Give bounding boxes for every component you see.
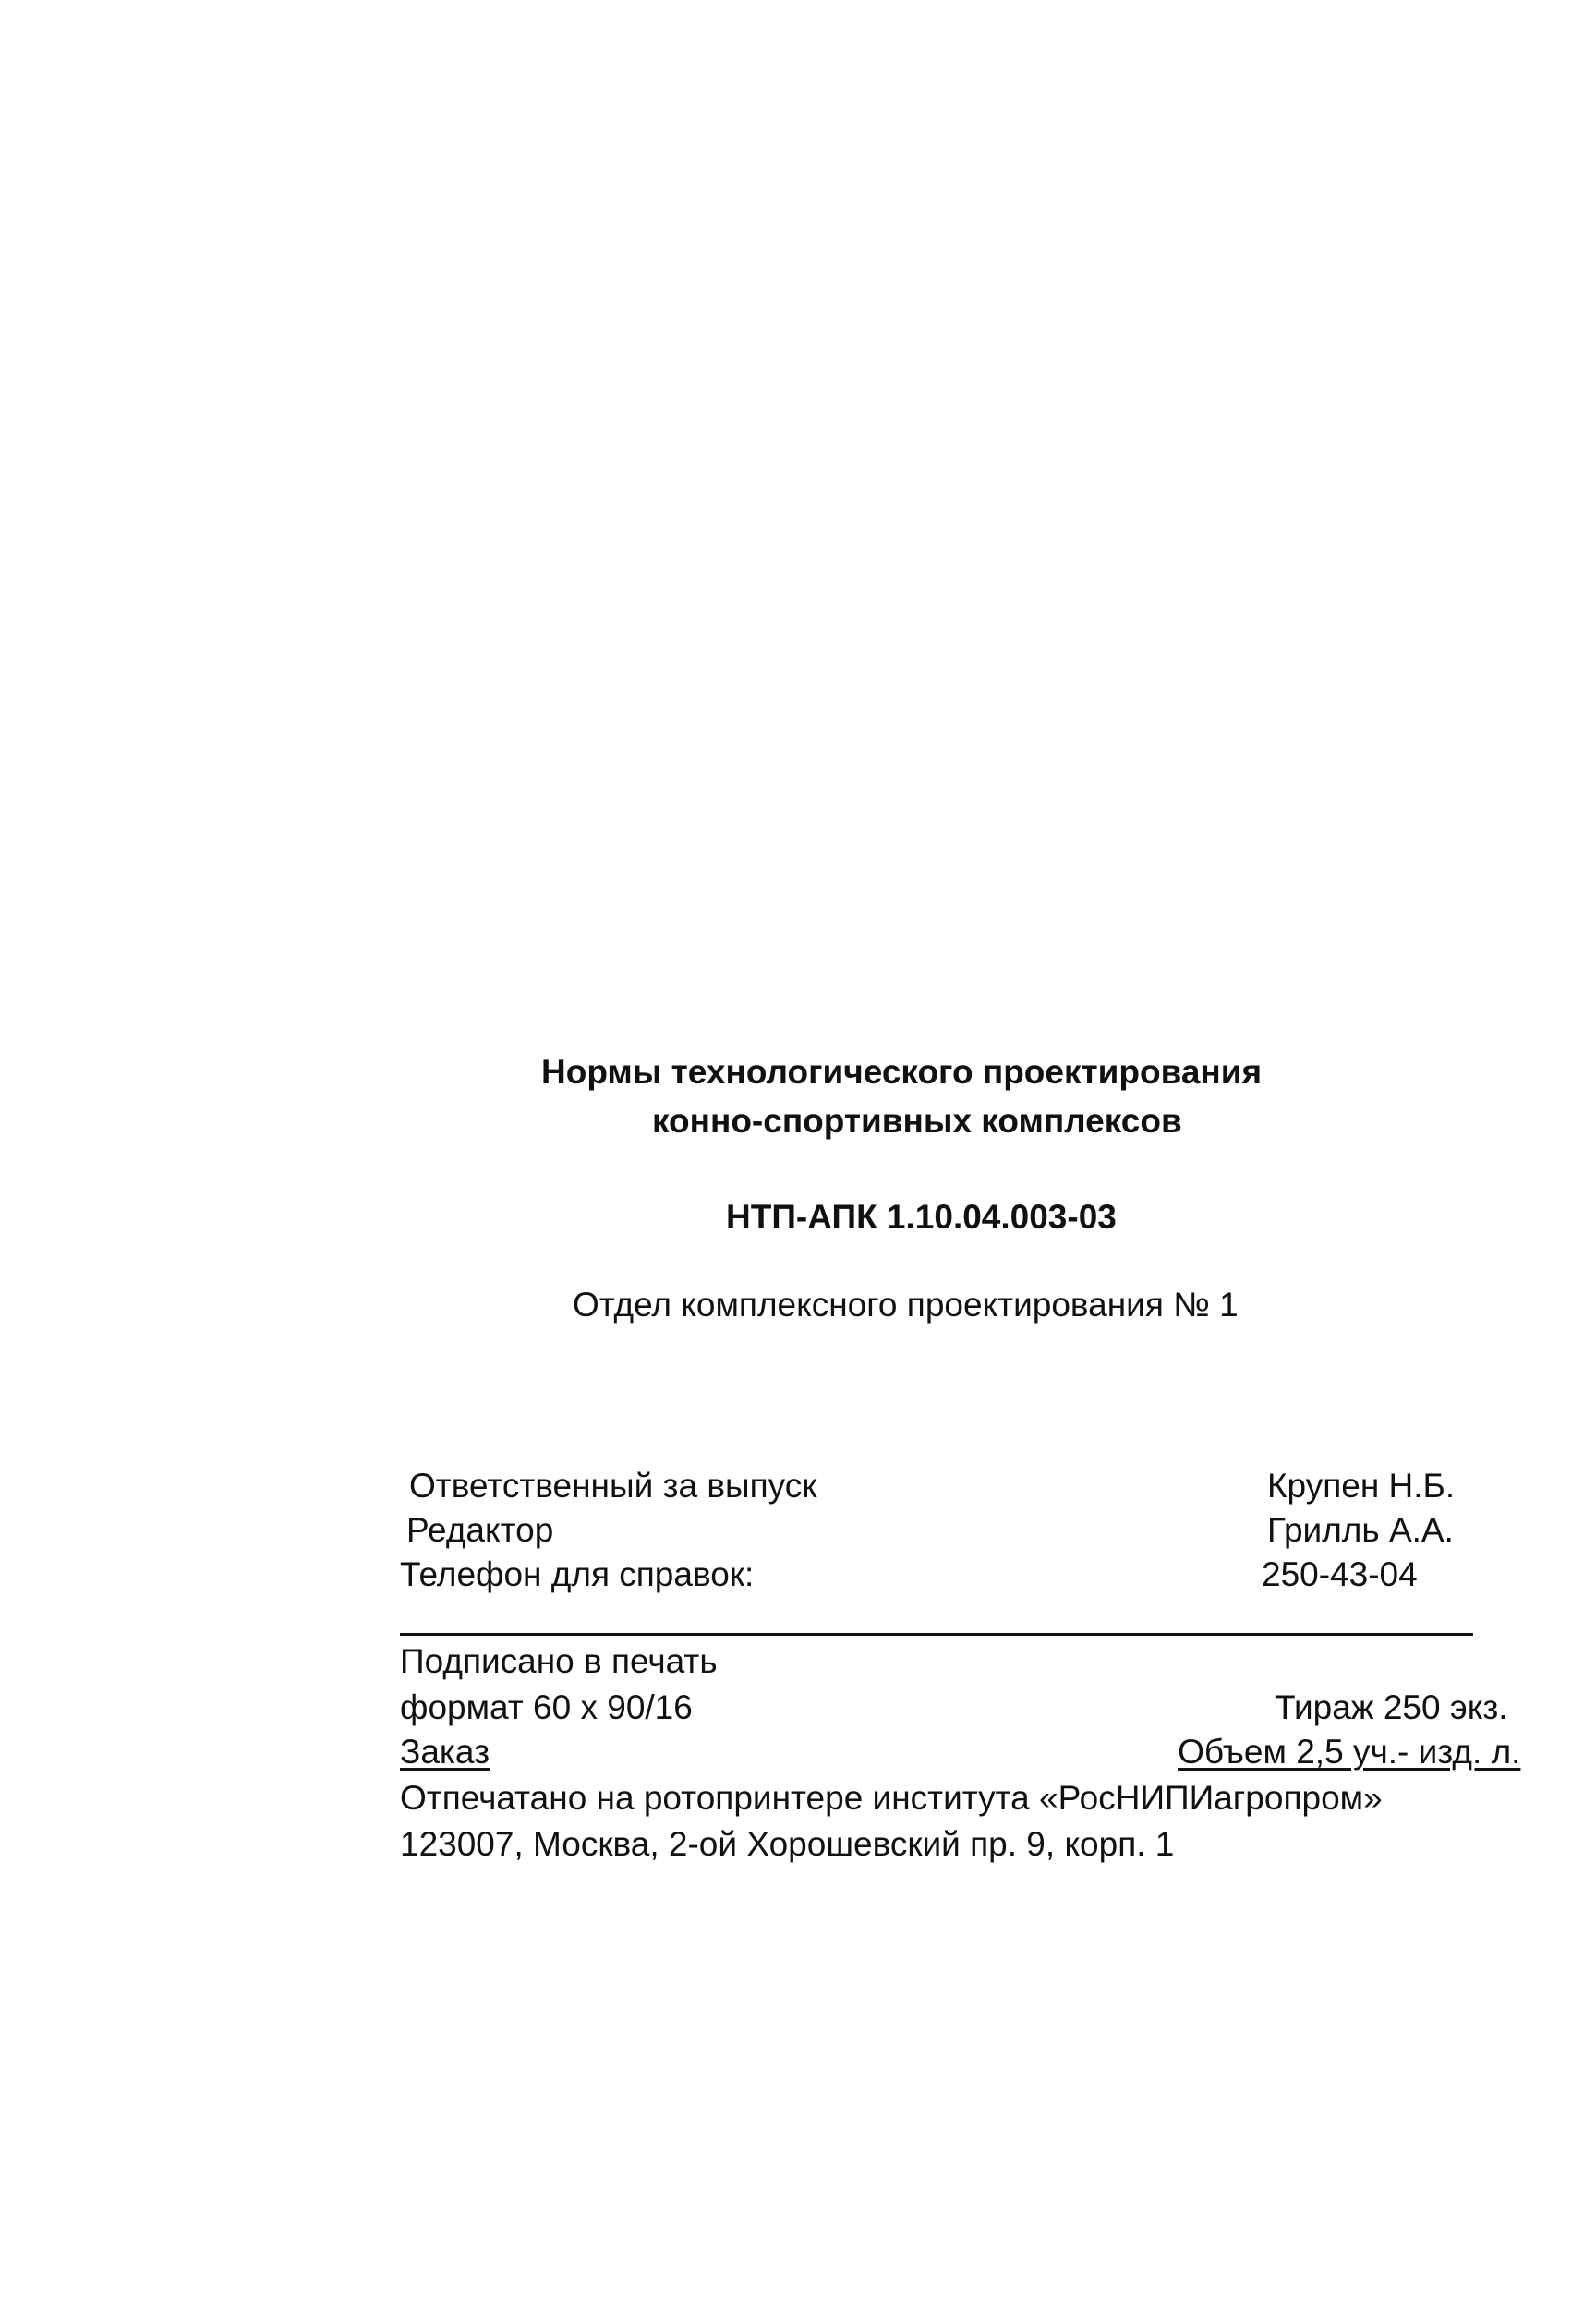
credit-label-editor: Редактор	[406, 1511, 554, 1549]
imprint-signed: Подписано в печать	[400, 1642, 718, 1680]
credit-label-responsible: Ответственный за выпуск	[409, 1467, 817, 1505]
credit-label-phone: Телефон для справок:	[400, 1555, 755, 1593]
document-title-line-2: конно-спортивных комплексов	[652, 1102, 1182, 1140]
credit-value-responsible: Крупен Н.Б.	[1267, 1467, 1456, 1505]
document-code: НТП-АПК 1.10.04.003-03	[726, 1198, 1117, 1236]
imprint-address: 123007, Москва, 2-ой Хорошевский пр. 9, корп. 1	[400, 1825, 1175, 1863]
imprint-volume: Объем 2,5 уч.- изд. л.	[1178, 1733, 1521, 1771]
credit-value-editor: Грилль А.А.	[1267, 1511, 1454, 1549]
credit-value-phone: 250-43-04	[1262, 1555, 1418, 1593]
imprint-order-row	[400, 1735, 1564, 1769]
document-title-line-1: Нормы технологического проектирования	[541, 1053, 1263, 1091]
imprint-order: Заказ	[400, 1733, 490, 1771]
imprint-format: формат 60 х 90/16	[400, 1688, 693, 1726]
imprint-printed-at: Отпечатано на ротопринтере института «РосНИПИагропром»	[400, 1779, 1383, 1817]
separator-rule	[400, 1633, 1473, 1636]
imprint-circulation: Тираж 250 экз.	[1275, 1688, 1508, 1726]
department-name: Отдел комплексного проектирования № 1	[573, 1286, 1239, 1324]
